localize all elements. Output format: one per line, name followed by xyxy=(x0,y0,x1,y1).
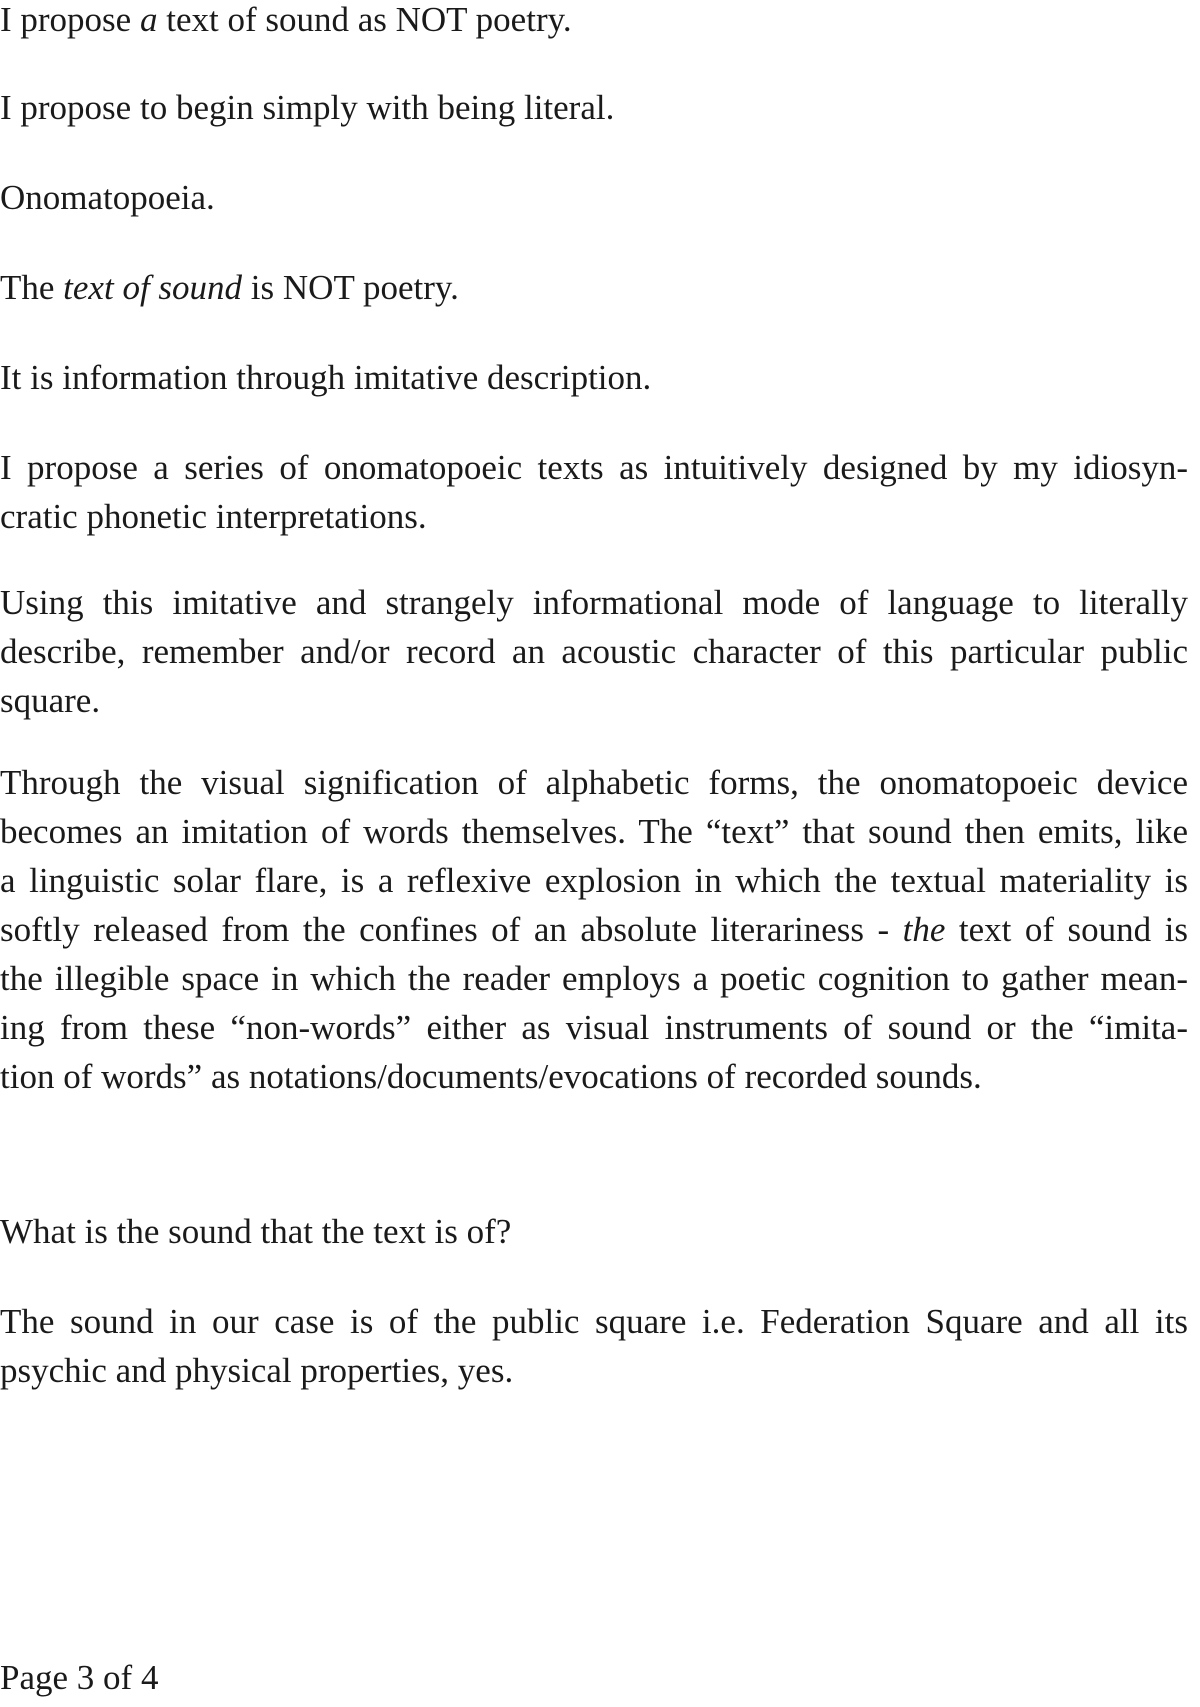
paragraph-3: Onomatopoeia. xyxy=(0,178,215,217)
paragraph-line: describe, remember and/or record an acoustic character of this particular public xyxy=(0,632,1188,671)
paragraph-line: ing from these “non-words” either as visual instruments of sound or the “imita- xyxy=(0,1008,1188,1047)
paragraph-4: The text of sound is NOT poetry. xyxy=(0,268,459,307)
paragraph-line: softly released from the confines of an absolute literariness - the text of sound is xyxy=(0,910,1189,949)
paragraph-line: cratic phonetic interpretations. xyxy=(0,497,427,536)
paragraph-10 xyxy=(0,1297,1188,1395)
paragraph-line: psychic and physical properties, yes. xyxy=(0,1351,514,1390)
paragraph-line: becomes an imitation of words themselves. The “text” that sound then emits, like xyxy=(0,812,1188,851)
paragraph-7 xyxy=(0,578,1188,725)
paragraph-line: The sound in our case is of the public square i.e. Federation Square and all its xyxy=(0,1302,1188,1341)
paragraph-5: It is information through imitative description. xyxy=(0,358,652,397)
paragraph-line: Using this imitative and strangely informational mode of language to literally xyxy=(0,583,1188,622)
paragraph-6 xyxy=(0,443,1188,541)
paragraph-9: What is the sound that the text is of? xyxy=(0,1212,512,1251)
paragraph-2: I propose to begin simply with being literal. xyxy=(0,88,615,127)
paragraph-line: Through the visual signification of alphabetic forms, the onomatopoeic device xyxy=(0,763,1188,802)
paragraph-1: I propose a text of sound as NOT poetry. xyxy=(0,0,572,39)
paragraph-line: tion of words” as notations/documents/evocations of recorded sounds. xyxy=(0,1057,982,1096)
paragraph-line: I propose a series of onomatopoeic texts as intuitively designed by my idiosyn- xyxy=(0,448,1188,487)
paragraph-line: the illegible space in which the reader employs a poetic cognition to gather mean- xyxy=(0,959,1188,998)
paragraph-8 xyxy=(0,758,1188,1101)
paragraph-line: a linguistic solar flare, is a reflexive explosion in which the textual materiality is xyxy=(0,861,1188,900)
page-number: Page 3 of 4 xyxy=(0,1658,159,1697)
paragraph-line: square. xyxy=(0,681,101,720)
